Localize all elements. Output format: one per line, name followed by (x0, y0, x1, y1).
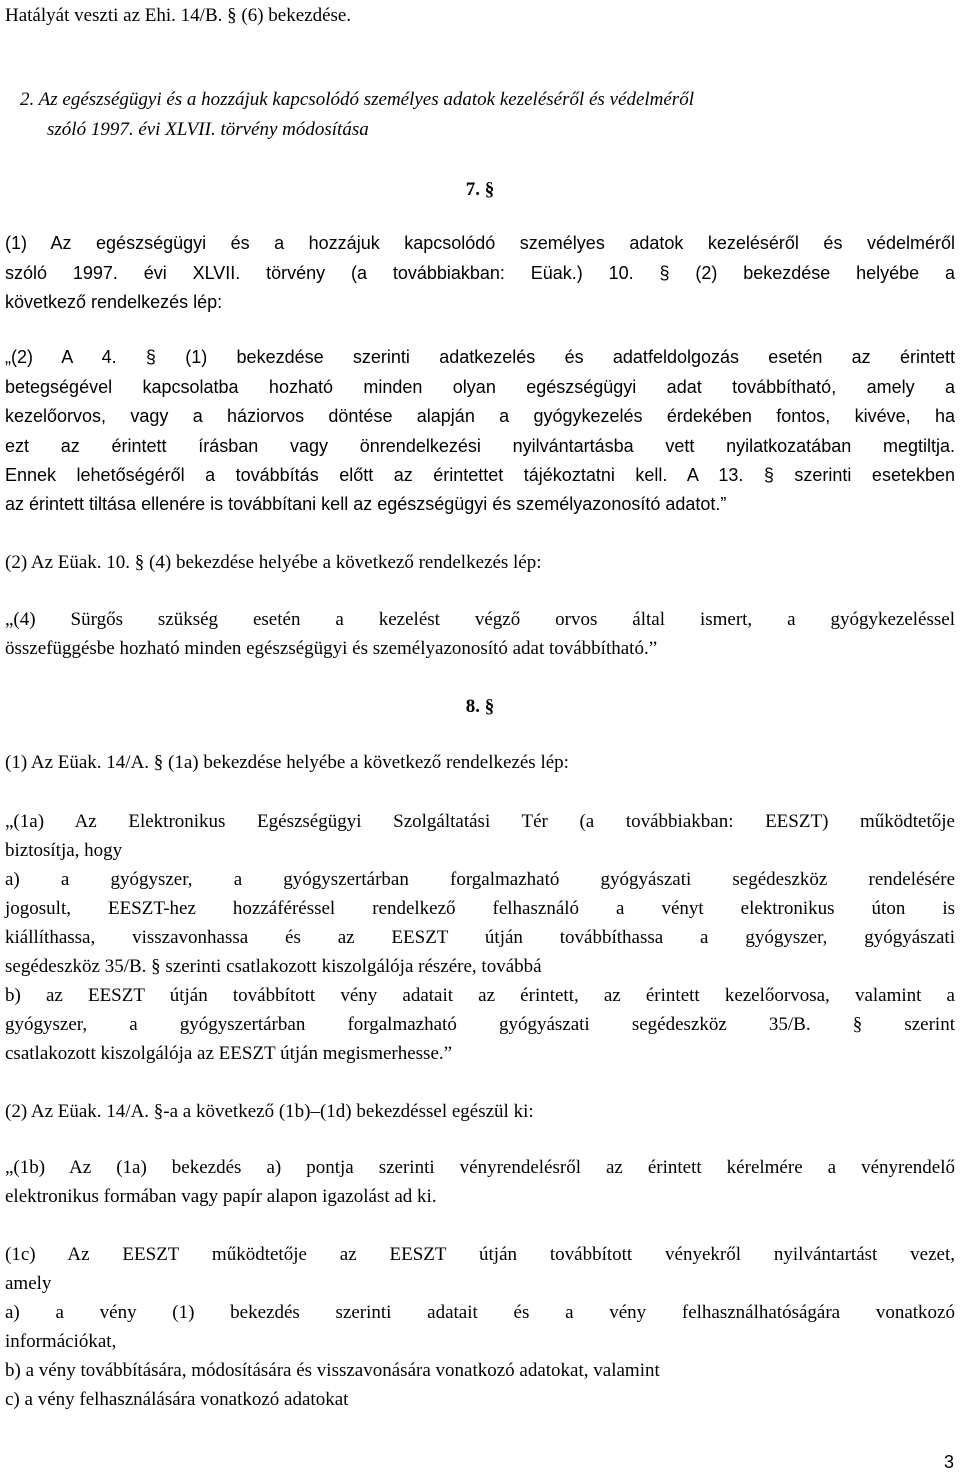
p7-quote-line: „(4) Sürgős szükség esetén a kezelést végző orvos által ismert, a gyógykezeléssel (5, 609, 955, 630)
p8-quote-line: b) az EESZT útján továbbított vény adatait az érintett, az érintett kezelőorvosa, valamint a (5, 985, 955, 1006)
p8-quote-line: amely (5, 1273, 52, 1294)
p8-quote-line: b) a vény továbbítására, módosítására és visszavonására vonatkozó adatokat, valamint (5, 1360, 660, 1381)
p7-quote-line: betegségével kapcsolatba hozható minden olyan egészségügyi adat továbbítható, amely a (5, 377, 955, 397)
section-title-line2: szóló 1997. évi XLVII. törvény módosítása (47, 119, 369, 140)
p8-quote-line: gyógyszer, a gyógyszertárban forgalmazható gyógyászati segédeszköz 35/B. § szerint (5, 1014, 955, 1035)
p8-quote-line: biztosítja, hogy (5, 840, 123, 861)
p8-quote-line: segédeszköz 35/B. § szerinti csatlakozott kiszolgálója részére, továbbá (5, 956, 542, 977)
p8-quote-line: a) a vény (1) bekezdés szerinti adatait és a vény felhasználhatóságára vonatkozó (5, 1302, 955, 1323)
p8-quote-line: elektronikus formában vagy papír alapon igazolást ad ki. (5, 1186, 437, 1207)
p7-quote-line: ezt az érintett írásban vagy önrendelkezési nyilvántartásba vett nyilatkozatában megtiltja. (5, 436, 955, 456)
p7-quote-line: Ennek lehetőségéről a továbbítás előtt az érintettet tájékoztatni kell. A 13. § szerinti esetekben (5, 465, 955, 485)
p8-text-line: (1) Az Eüak. 14/A. § (1a) bekezdése helyébe a következő rendelkezés lép: (5, 752, 569, 773)
p7-text-line: szóló 1997. évi XLVII. törvény (a továbbiakban: Eüak.) 10. § (2) bekezdése helyébe a (5, 263, 955, 283)
p8-quote-line: csatlakozott kiszolgálója az EESZT útján megismerhesse.” (5, 1043, 453, 1064)
p7-text-line: következő rendelkezés lép: (5, 292, 223, 312)
paragraph-7-heading: 7. § (465, 179, 495, 200)
p8-quote-line: (1c) Az EESZT működtetője az EESZT útján továbbított vényekről nyilvántartást vezet, (5, 1244, 955, 1265)
p8-text-line: (2) Az Eüak. 14/A. §-a a következő (1b)–(1d) bekezdéssel egészül ki: (5, 1101, 534, 1122)
page-number: 3 (943, 1452, 954, 1472)
repeal-note: Hatályát veszti az Ehi. 14/B. § (6) bekezdése. (5, 5, 352, 26)
p7-text-line: (2) Az Eüak. 10. § (4) bekezdése helyébe a következő rendelkezés lép: (5, 552, 542, 573)
p8-quote-line: a) a gyógyszer, a gyógyszertárban forgalmazható gyógyászati segédeszköz rendelésére (5, 869, 955, 890)
p8-quote-line: „(1b) Az (1a) bekezdés a) pontja szerinti vényrendelésről az érintett kérelmére a vényrendelő (5, 1157, 955, 1178)
p8-quote-line: c) a vény felhasználására vonatkozó adatokat (5, 1389, 349, 1410)
p7-quote-line: az érintett tiltása ellenére is továbbítani kell az egészségügyi és személyazonosító adatot.” (5, 494, 727, 514)
p8-quote-line: „(1a) Az Elektronikus Egészségügyi Szolgáltatási Tér (a továbbiakban: EESZT) működtetője (5, 811, 955, 832)
section-title-line1: 2. Az egészségügyi és a hozzájuk kapcsolódó személyes adatok kezeléséről és védelméről (20, 89, 694, 110)
p8-quote-line: információkat, (5, 1331, 117, 1352)
p8-quote-line: jogosult, EESZT-hez hozzáféréssel rendelkező felhasználó a vényt elektronikus úton is (5, 898, 955, 919)
p7-text-line: (1) Az egészségügyi és a hozzájuk kapcsolódó személyes adatok kezeléséről és védelméről (5, 233, 955, 253)
p7-quote-line: összefüggésbe hozható minden egészségügyi és személyazonosító adat továbbítható.” (5, 638, 658, 659)
paragraph-8-heading: 8. § (465, 696, 495, 717)
p7-quote-line: „(2) A 4. § (1) bekezdése szerinti adatkezelés és adatfeldolgozás esetén az érintett (5, 347, 955, 367)
p7-quote-line: kezelőorvos, vagy a háziorvos döntése alapján a gyógykezelés érdekében fontos, kivéve, ha (5, 406, 955, 426)
p8-quote-line: kiállíthassa, visszavonhassa és az EESZT útján továbbíthassa a gyógyszer, gyógyászati (5, 927, 955, 948)
